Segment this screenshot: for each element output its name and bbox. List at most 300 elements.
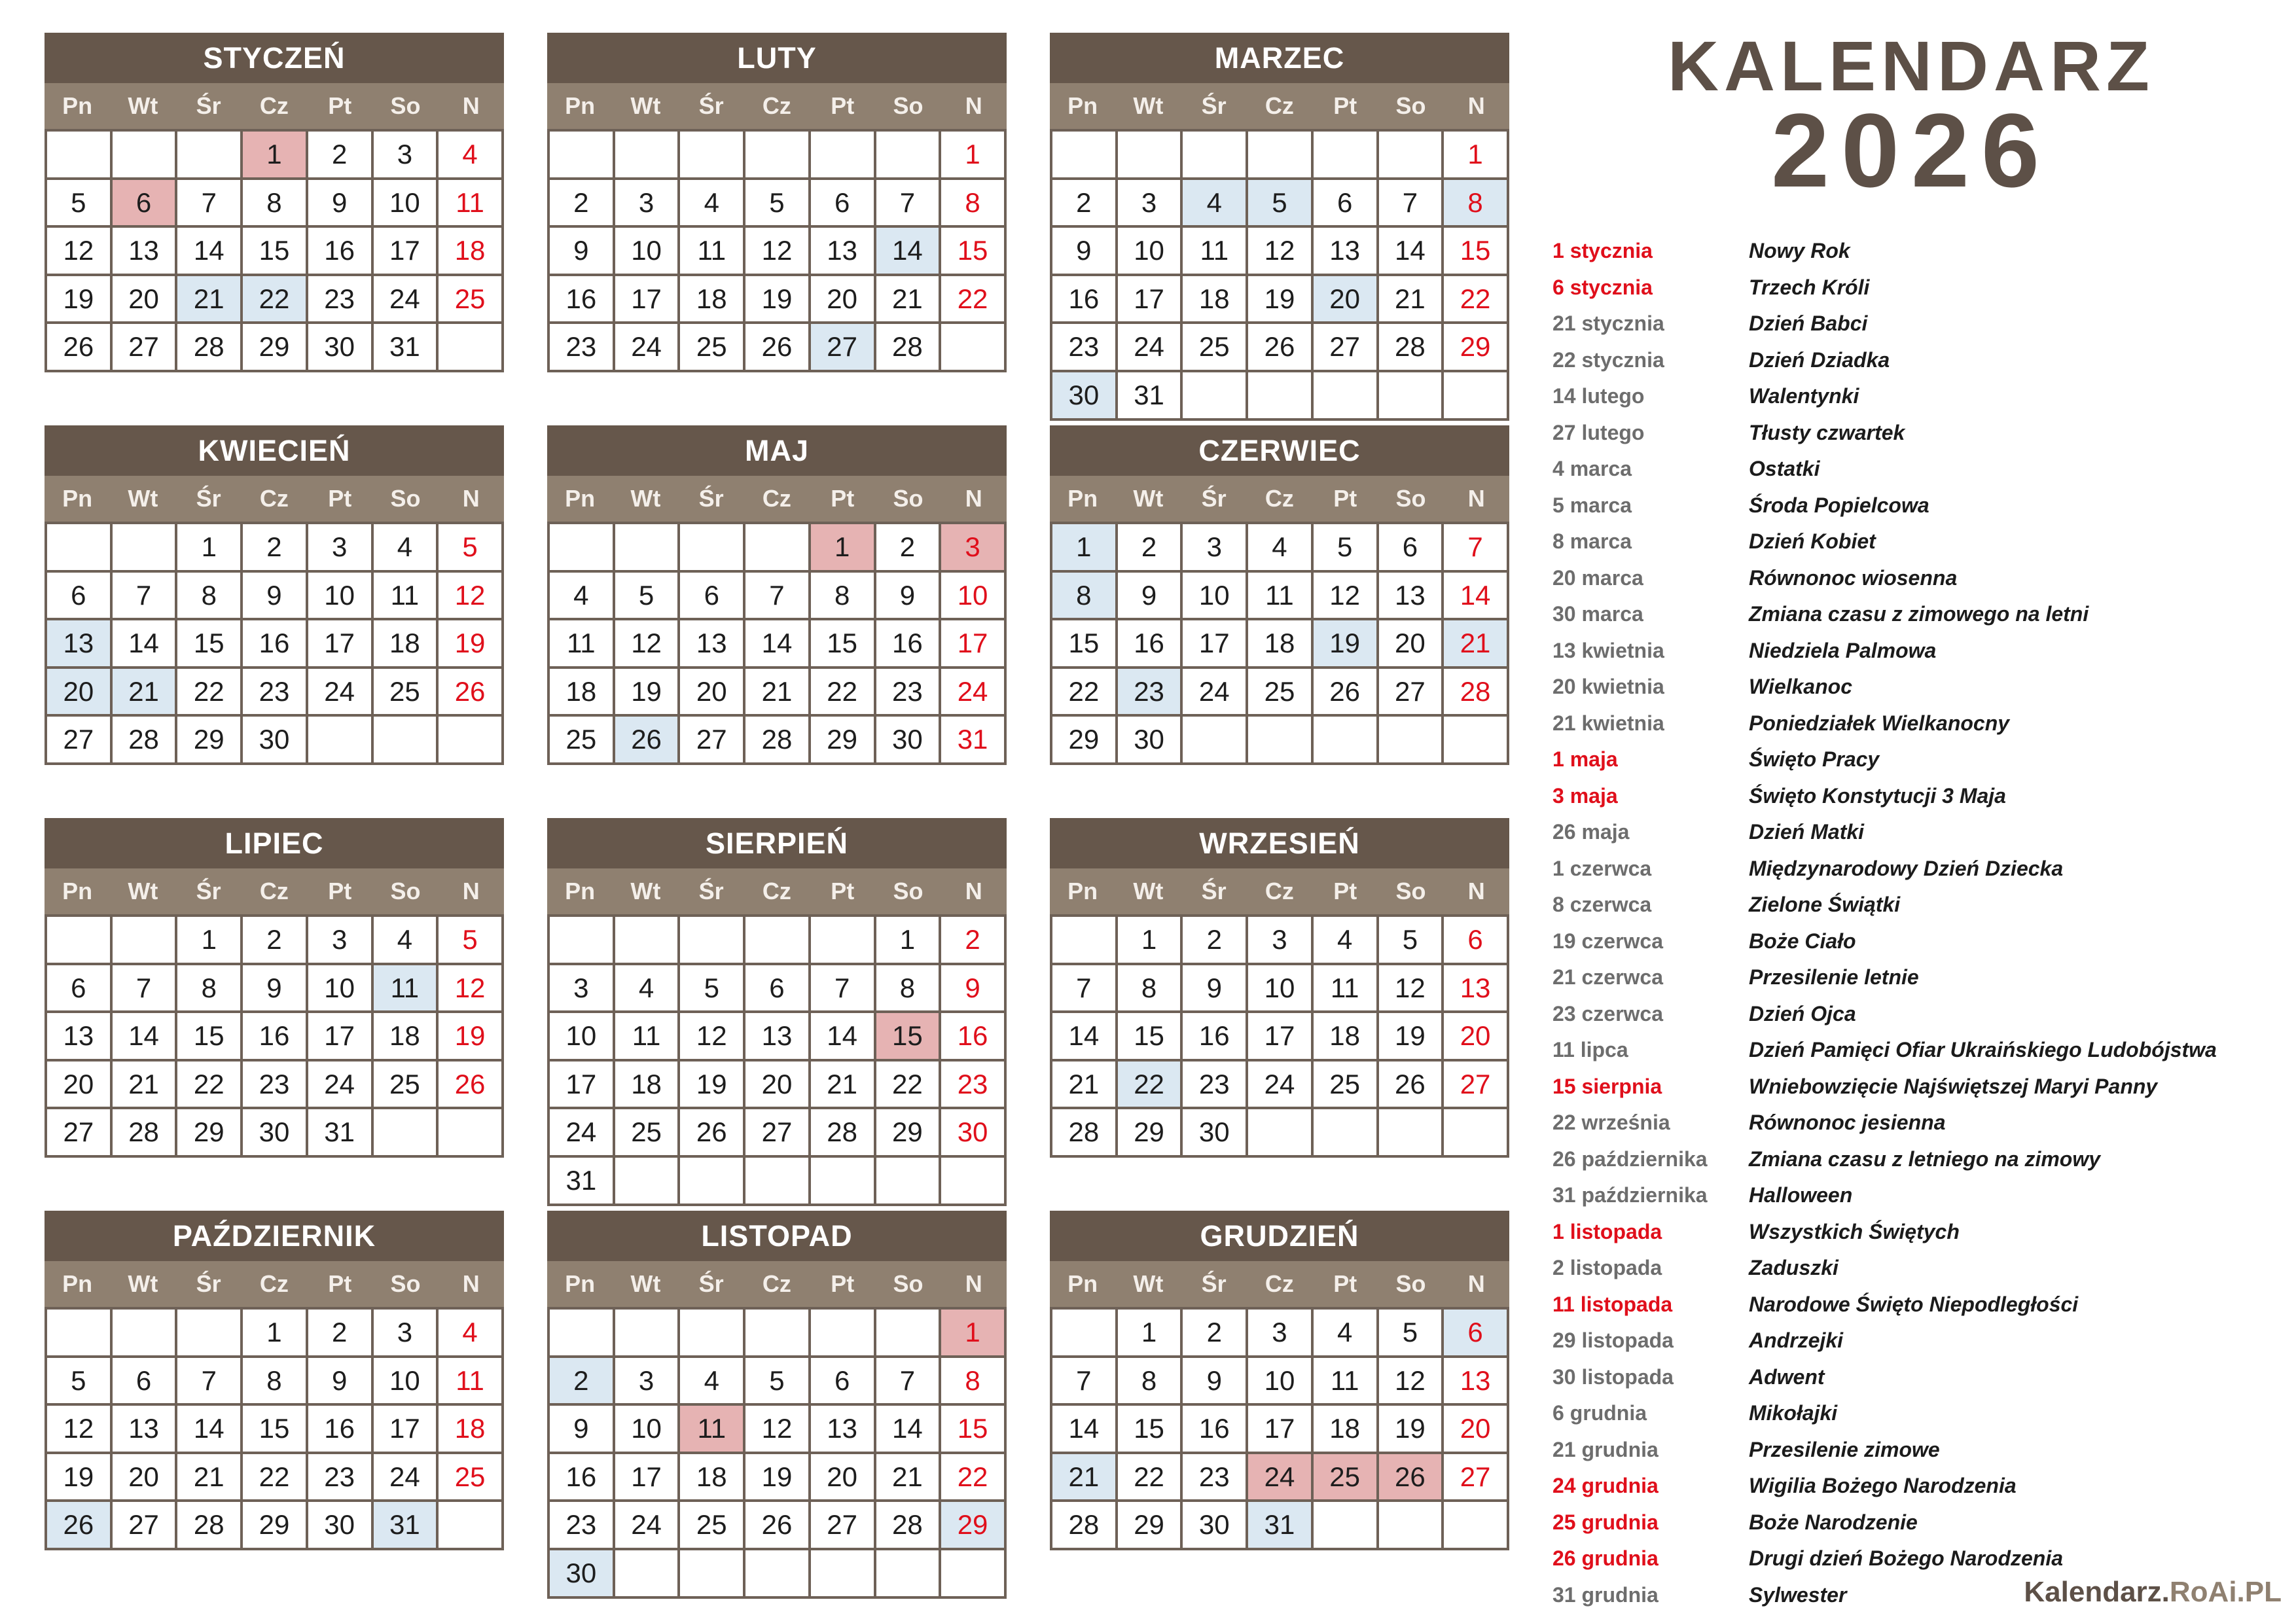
empty-day-cell [680, 524, 745, 573]
day-cell: 2 [308, 1310, 374, 1358]
weekday-label: So [893, 878, 924, 904]
day-cell: 11 [1314, 965, 1379, 1014]
weekday-label: Pt [1333, 878, 1357, 904]
day-cell: 2 [1052, 180, 1118, 228]
day-cell: 21 [113, 669, 178, 717]
holiday-date: 1 czerwca [1552, 856, 1652, 880]
day-cell: 7 [745, 573, 811, 621]
holiday-date: 20 marca [1552, 565, 1643, 590]
day-cell: 24 [1248, 1061, 1314, 1110]
day-cell: 4 [1314, 1310, 1379, 1358]
day-cell: 26 [1379, 1061, 1444, 1110]
holiday-date: 11 listopada [1552, 1292, 1673, 1316]
day-cell: 8 [1118, 965, 1183, 1014]
week-row [1052, 573, 1509, 621]
day-cell: 27 [1444, 1061, 1509, 1110]
week-row [1052, 1109, 1509, 1158]
day-cell: 10 [374, 180, 439, 228]
holiday-item [1552, 923, 2279, 960]
holiday-item [1552, 778, 2279, 815]
day-cell: 6 [113, 1358, 178, 1406]
weekday-label: Cz [1265, 1270, 1294, 1297]
day-cell: 3 [308, 917, 374, 965]
weekday-label: Śr [196, 92, 221, 119]
empty-day-cell [550, 524, 615, 573]
holiday-date: 22 stycznia [1552, 348, 1664, 372]
holiday-name: Zaduszki [1749, 1256, 1839, 1279]
day-cell: 10 [1248, 965, 1314, 1014]
week-row [550, 1454, 1007, 1503]
day-cell: 1 [941, 132, 1007, 180]
day-cell: 16 [876, 620, 942, 669]
weekday-label: Pn [62, 485, 93, 512]
day-cell: 16 [243, 1013, 308, 1061]
holiday-name: Przesilenie zimowe [1749, 1437, 1940, 1461]
day-grid [45, 914, 504, 1158]
day-cell: 29 [1052, 717, 1118, 765]
week-row [1052, 372, 1509, 421]
day-cell: 1 [1444, 132, 1509, 180]
holiday-name: Walentynki [1749, 384, 1859, 408]
weekday-label: So [1395, 485, 1426, 512]
week-row [1052, 228, 1509, 276]
holiday-date: 8 marca [1552, 529, 1632, 553]
week-row [550, 1013, 1007, 1061]
day-cell: 13 [113, 228, 178, 276]
weekday-label: So [1395, 92, 1426, 119]
weekday-label: N [1467, 878, 1485, 904]
day-cell: 19 [47, 1454, 113, 1503]
month-block [1050, 425, 1509, 765]
day-cell: 9 [876, 573, 942, 621]
day-cell: 19 [1379, 1406, 1444, 1454]
day-cell: 2 [550, 1358, 615, 1406]
holiday-item [1552, 1541, 2279, 1577]
empty-day-cell [941, 324, 1007, 372]
day-cell: 25 [439, 1454, 504, 1503]
holiday-date: 6 stycznia [1552, 275, 1653, 299]
day-cell: 9 [550, 228, 615, 276]
day-cell: 14 [1379, 228, 1444, 276]
weekday-label: N [965, 878, 982, 904]
day-cell: 24 [308, 1061, 374, 1110]
day-cell: 28 [811, 1109, 876, 1158]
holiday-name: Andrzejki [1749, 1329, 1844, 1352]
holiday-item [1552, 342, 2279, 379]
day-cell: 18 [680, 1454, 745, 1503]
day-cell: 21 [1052, 1454, 1118, 1503]
day-cell: 22 [941, 1454, 1007, 1503]
day-cell: 18 [439, 1406, 504, 1454]
week-row [1052, 1358, 1509, 1406]
day-cell: 7 [177, 180, 243, 228]
weekday-label: N [462, 1270, 480, 1297]
empty-day-cell [1444, 717, 1509, 765]
holiday-date: 23 czerwca [1552, 1001, 1664, 1026]
day-cell: 8 [811, 573, 876, 621]
month-block [1050, 1211, 1509, 1550]
empty-day-cell [47, 917, 113, 965]
day-cell: 6 [745, 965, 811, 1014]
holiday-item [1552, 1105, 2279, 1141]
day-cell: 30 [1052, 372, 1118, 421]
holiday-name: Zielone Świątki [1749, 893, 1901, 916]
holiday-name: Adwent [1749, 1364, 1825, 1389]
holiday-name: Dzień Pamięci Ofiar Ukraińskiego Ludobójstwa [1749, 1038, 2217, 1061]
day-cell: 7 [1052, 965, 1118, 1014]
calendar-title: KALENDARZ [1668, 26, 2155, 105]
day-cell: 8 [177, 573, 243, 621]
weekday-label: Cz [1265, 92, 1294, 119]
holiday-item [1552, 633, 2279, 669]
weekday-label: Pt [1333, 1270, 1357, 1297]
week-row [47, 1502, 504, 1550]
holiday-item [1552, 996, 2279, 1033]
weekday-label: Wt [630, 878, 661, 904]
day-cell: 31 [374, 324, 439, 372]
day-cell: 18 [374, 620, 439, 669]
empty-day-cell [1444, 1109, 1509, 1158]
day-cell: 10 [1183, 573, 1248, 621]
day-cell: 30 [243, 717, 308, 765]
day-cell: 10 [1248, 1358, 1314, 1406]
month-name: CZERWIEC [1050, 425, 1509, 476]
month-name: PAŹDZIERNIK [45, 1211, 504, 1261]
holiday-item [1552, 1287, 2279, 1323]
holiday-date: 19 czerwca [1552, 929, 1664, 953]
day-cell: 17 [374, 228, 439, 276]
empty-day-cell [47, 1310, 113, 1358]
weekday-label: N [462, 92, 480, 119]
day-cell: 21 [876, 1454, 942, 1503]
day-cell: 7 [811, 965, 876, 1014]
holiday-name: Narodowe Święto Niepodległości [1749, 1292, 2079, 1316]
day-cell: 21 [1444, 620, 1509, 669]
day-cell: 22 [1052, 669, 1118, 717]
weekday-label: Pn [565, 485, 596, 512]
day-cell: 1 [1118, 1310, 1183, 1358]
day-cell: 24 [374, 276, 439, 325]
day-cell: 16 [1183, 1406, 1248, 1454]
day-cell: 22 [243, 1454, 308, 1503]
weekday-label: Wt [128, 1270, 158, 1297]
month-name: KWIECIEŃ [45, 425, 504, 476]
weekday-header-row [45, 1261, 504, 1307]
day-cell: 1 [177, 524, 243, 573]
day-cell: 13 [1379, 573, 1444, 621]
weekday-label: Cz [259, 878, 289, 904]
day-cell: 21 [811, 1061, 876, 1110]
day-cell: 5 [745, 180, 811, 228]
day-cell: 25 [1183, 324, 1248, 372]
day-cell: 28 [177, 1502, 243, 1550]
weekday-label: N [965, 1270, 982, 1297]
week-row [550, 1550, 1007, 1599]
weekday-label: Śr [698, 878, 724, 904]
day-cell: 18 [1314, 1013, 1379, 1061]
day-cell: 9 [1118, 573, 1183, 621]
weekday-label: Pn [565, 878, 596, 904]
day-cell: 22 [1118, 1061, 1183, 1110]
holiday-date: 26 października [1552, 1147, 1708, 1171]
weekday-label: N [965, 92, 982, 119]
day-cell: 29 [177, 717, 243, 765]
day-cell: 7 [113, 573, 178, 621]
day-cell: 26 [439, 1061, 504, 1110]
day-cell: 29 [941, 1502, 1007, 1550]
holiday-date: 29 listopada [1552, 1329, 1674, 1352]
day-grid [1050, 914, 1509, 1158]
week-row [550, 620, 1007, 669]
day-cell: 13 [811, 1406, 876, 1454]
day-cell: 18 [374, 1013, 439, 1061]
week-row [1052, 917, 1509, 965]
day-cell: 6 [811, 180, 876, 228]
day-cell: 23 [243, 1061, 308, 1110]
weekday-label: Pn [565, 1270, 596, 1297]
empty-day-cell [113, 1310, 178, 1358]
day-cell: 14 [811, 1013, 876, 1061]
day-cell: 23 [243, 669, 308, 717]
footer-domain-part1: Kalendarz. [2024, 1576, 2170, 1608]
month-name: LUTY [547, 33, 1007, 83]
empty-day-cell [745, 524, 811, 573]
day-cell: 14 [1444, 573, 1509, 621]
holiday-name: Środa Popielcowa [1749, 493, 1929, 517]
day-cell: 26 [439, 669, 504, 717]
day-cell: 3 [1248, 1310, 1314, 1358]
day-cell: 17 [550, 1061, 615, 1110]
month-block [45, 1211, 504, 1550]
weekday-header-row [45, 868, 504, 914]
day-cell: 9 [308, 1358, 374, 1406]
day-cell: 26 [745, 324, 811, 372]
day-cell: 28 [745, 717, 811, 765]
day-cell: 31 [941, 717, 1007, 765]
month-name: WRZESIEŃ [1050, 818, 1509, 868]
week-row [550, 1358, 1007, 1406]
day-cell: 27 [113, 324, 178, 372]
month-block [547, 818, 1007, 1206]
day-cell: 30 [243, 1109, 308, 1158]
day-cell: 26 [47, 1502, 113, 1550]
day-cell: 3 [1183, 524, 1248, 573]
empty-day-cell [745, 1550, 811, 1599]
day-cell: 13 [1314, 228, 1379, 276]
week-row [1052, 180, 1509, 228]
day-cell: 9 [308, 180, 374, 228]
empty-day-cell [1379, 1502, 1444, 1550]
empty-day-cell [1379, 372, 1444, 421]
week-row [550, 324, 1007, 372]
day-cell: 9 [550, 1406, 615, 1454]
holiday-item [1552, 1250, 2279, 1287]
holiday-date: 2 listopada [1552, 1256, 1662, 1279]
day-cell: 8 [243, 1358, 308, 1406]
week-row [550, 524, 1007, 573]
day-grid [45, 129, 504, 372]
weekday-label: N [1467, 1270, 1485, 1297]
empty-day-cell [374, 1109, 439, 1158]
day-cell: 16 [1118, 620, 1183, 669]
day-cell: 4 [550, 573, 615, 621]
weekday-label: Pt [831, 92, 855, 119]
weekday-label: So [893, 485, 924, 512]
week-row [550, 573, 1007, 621]
empty-day-cell [1314, 717, 1379, 765]
holiday-name: Poniedziałek Wielkanocny [1749, 711, 2010, 735]
weekday-header-row [1050, 868, 1509, 914]
day-cell: 5 [745, 1358, 811, 1406]
day-cell: 1 [876, 917, 942, 965]
month-block [1050, 33, 1509, 421]
day-cell: 2 [308, 132, 374, 180]
week-row [1052, 669, 1509, 717]
week-row [1052, 965, 1509, 1014]
day-cell: 15 [177, 1013, 243, 1061]
day-cell: 1 [243, 1310, 308, 1358]
day-cell: 7 [177, 1358, 243, 1406]
weekday-label: Pt [1333, 92, 1357, 119]
holiday-date: 1 stycznia [1552, 239, 1653, 262]
day-cell: 5 [47, 180, 113, 228]
day-cell: 8 [1118, 1358, 1183, 1406]
day-cell: 4 [1183, 180, 1248, 228]
empty-day-cell [680, 1310, 745, 1358]
day-cell: 12 [47, 1406, 113, 1454]
day-cell: 1 [941, 1310, 1007, 1358]
day-cell: 21 [876, 276, 942, 325]
day-cell: 3 [615, 1358, 681, 1406]
weekday-label: N [1467, 92, 1485, 119]
empty-day-cell [550, 1310, 615, 1358]
day-cell: 30 [1183, 1109, 1248, 1158]
day-cell: 23 [1052, 324, 1118, 372]
holiday-date: 30 marca [1552, 602, 1643, 626]
holiday-date: 26 grudnia [1552, 1546, 1659, 1570]
holiday-item [1552, 1214, 2279, 1251]
weekday-label: So [390, 1270, 421, 1297]
day-cell: 17 [615, 276, 681, 325]
day-cell: 27 [1314, 324, 1379, 372]
month-block [1050, 818, 1509, 1158]
weekday-label: Pt [328, 92, 352, 119]
day-cell: 14 [745, 620, 811, 669]
day-cell: 20 [1444, 1013, 1509, 1061]
day-cell: 11 [1183, 228, 1248, 276]
day-cell: 13 [680, 620, 745, 669]
holiday-list [1552, 233, 2279, 1613]
weekday-label: Pt [831, 485, 855, 512]
day-cell: 21 [745, 669, 811, 717]
day-cell: 7 [113, 965, 178, 1014]
day-cell: 28 [113, 717, 178, 765]
day-cell: 23 [1118, 669, 1183, 717]
week-row [47, 1061, 504, 1110]
weekday-label: Śr [1201, 485, 1227, 512]
weekday-label: Śr [196, 1270, 221, 1297]
day-cell: 12 [615, 620, 681, 669]
empty-day-cell [745, 917, 811, 965]
empty-day-cell [615, 1310, 681, 1358]
holiday-date: 27 lutego [1552, 420, 1645, 444]
empty-day-cell [876, 1550, 942, 1599]
week-row [550, 1158, 1007, 1206]
holiday-date: 14 lutego [1552, 384, 1645, 408]
weekday-label: Wt [1133, 92, 1164, 119]
weekday-label: Pn [62, 92, 93, 119]
holiday-item [1552, 814, 2279, 851]
holiday-name: Ostatki [1749, 457, 1820, 480]
day-cell: 26 [615, 717, 681, 765]
weekday-label: Pn [1067, 92, 1098, 119]
weekday-header-row [45, 83, 504, 129]
day-cell: 16 [243, 620, 308, 669]
empty-day-cell [177, 132, 243, 180]
weekday-label: Pt [831, 1270, 855, 1297]
holiday-date: 11 lipca [1552, 1038, 1628, 1061]
holiday-name: Dzień Matki [1749, 820, 1865, 844]
weekday-label: Cz [259, 485, 289, 512]
day-cell: 20 [1379, 620, 1444, 669]
day-cell: 27 [680, 717, 745, 765]
holiday-item [1552, 1069, 2279, 1105]
holiday-item [1552, 1505, 2279, 1541]
holiday-date: 8 czerwca [1552, 893, 1652, 916]
day-cell: 25 [1314, 1454, 1379, 1503]
weekday-label: Wt [1133, 485, 1164, 512]
day-cell: 19 [47, 276, 113, 325]
weekday-label: Pn [62, 878, 93, 904]
weekday-label: Śr [196, 878, 221, 904]
day-cell: 10 [308, 573, 374, 621]
day-cell: 20 [680, 669, 745, 717]
holiday-name: Wielkanoc [1749, 675, 1852, 698]
empty-day-cell [876, 132, 942, 180]
day-cell: 19 [615, 669, 681, 717]
day-cell: 11 [1314, 1358, 1379, 1406]
weekday-label: So [390, 878, 421, 904]
day-cell: 5 [1379, 917, 1444, 965]
empty-day-cell [550, 917, 615, 965]
day-cell: 25 [680, 1502, 745, 1550]
day-cell: 23 [941, 1061, 1007, 1110]
day-cell: 9 [941, 965, 1007, 1014]
weekday-label: N [1467, 485, 1485, 512]
holiday-item [1552, 233, 2279, 270]
day-cell: 6 [1314, 180, 1379, 228]
empty-day-cell [113, 917, 178, 965]
month-block [45, 425, 504, 765]
holiday-name: Zmiana czasu z zimowego na letni [1749, 602, 2089, 626]
day-cell: 4 [439, 132, 504, 180]
day-cell: 1 [177, 917, 243, 965]
day-cell: 9 [1183, 1358, 1248, 1406]
week-row [550, 180, 1007, 228]
day-cell: 23 [550, 1502, 615, 1550]
holiday-item [1552, 1177, 2279, 1214]
week-row [1052, 276, 1509, 325]
day-cell: 11 [374, 965, 439, 1014]
week-row [550, 276, 1007, 325]
day-cell: 12 [439, 965, 504, 1014]
week-row [1052, 1061, 1509, 1110]
day-cell: 19 [1314, 620, 1379, 669]
day-cell: 17 [941, 620, 1007, 669]
day-cell: 28 [876, 1502, 942, 1550]
day-cell: 10 [550, 1013, 615, 1061]
day-cell: 17 [308, 620, 374, 669]
